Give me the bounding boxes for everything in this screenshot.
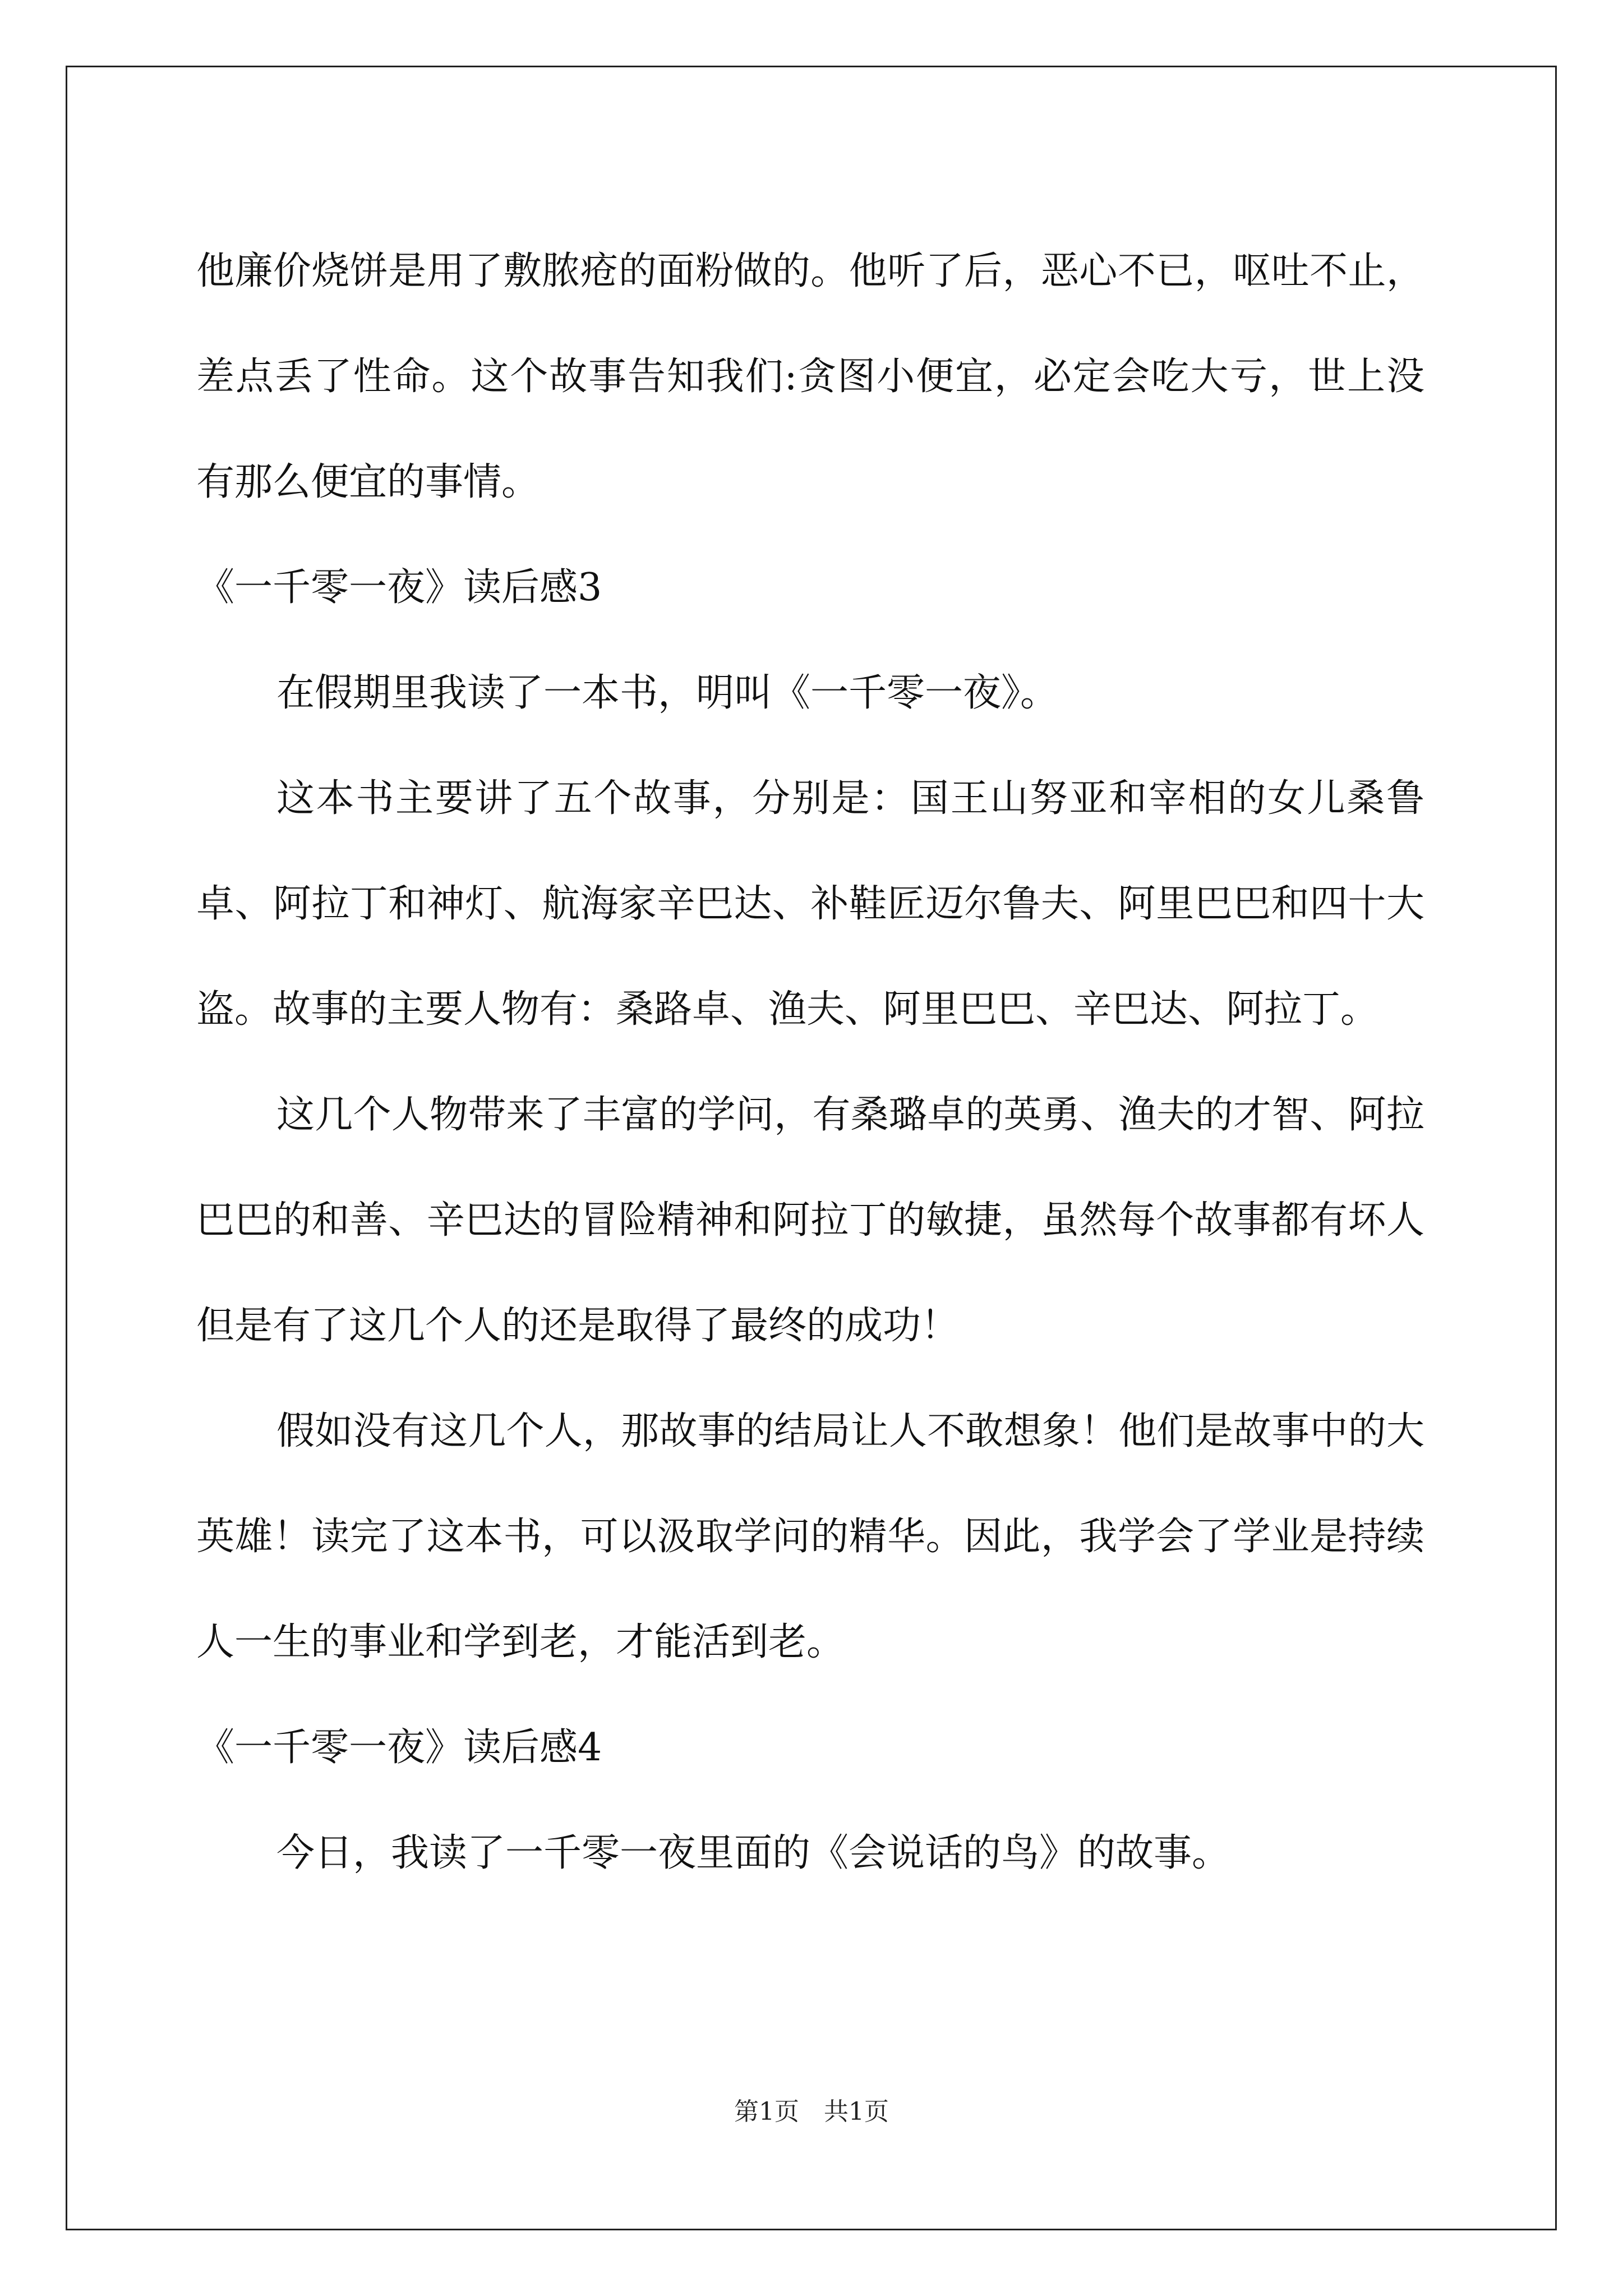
paragraph-continuation: 他廉价烧饼是用了敷脓疮的面粉做的。他听了后，恶心不已，呕吐不止，差点丢了性命。这个故事告知我们:贪图小便宜，必定会吃大亏，世上没有那么便宜的事情。 (196, 249, 1424, 504)
paragraph: 这几个人物带来了丰富的学问，有桑璐卓的英勇、渔夫的才智、阿拉巴巴的和善、辛巴达的冒险精神和阿拉丁的敏捷，虽然每个故事都有坏人但是有了这几个人的还是取得了最终的成功！ (196, 1093, 1424, 1348)
document-body (196, 219, 1424, 1906)
section-heading-3: 《一千零一夜》读后感3 (196, 565, 602, 610)
paragraph: 假如没有这几个人，那故事的结局让人不敢想象！他们是故事中的大英雄！读完了这本书，可以汲取学问的精华。因此，我学会了学业是持续人一生的事业和学到老，才能活到老。 (196, 1409, 1424, 1664)
paragraph: 这本书主要讲了五个故事，分别是：国王山努亚和宰相的女儿桑鲁卓、阿拉丁和神灯、航海家辛巴达、补鞋匠迈尔鲁夫、阿里巴巴和四十大盗。故事的主要人物有：桑路卓、渔夫、阿里巴巴、辛巴达、阿拉丁。 (196, 776, 1424, 1032)
paragraph: 在假期里我读了一本书，明叫《一千零一夜》。 (276, 671, 1059, 715)
paragraph: 今日，我读了一千零一夜里面的《会说话的鸟》的故事。 (276, 1831, 1230, 1875)
page-footer: 第1页 共1页 (734, 2097, 889, 2126)
section-heading-4: 《一千零一夜》读后感4 (196, 1726, 602, 1770)
